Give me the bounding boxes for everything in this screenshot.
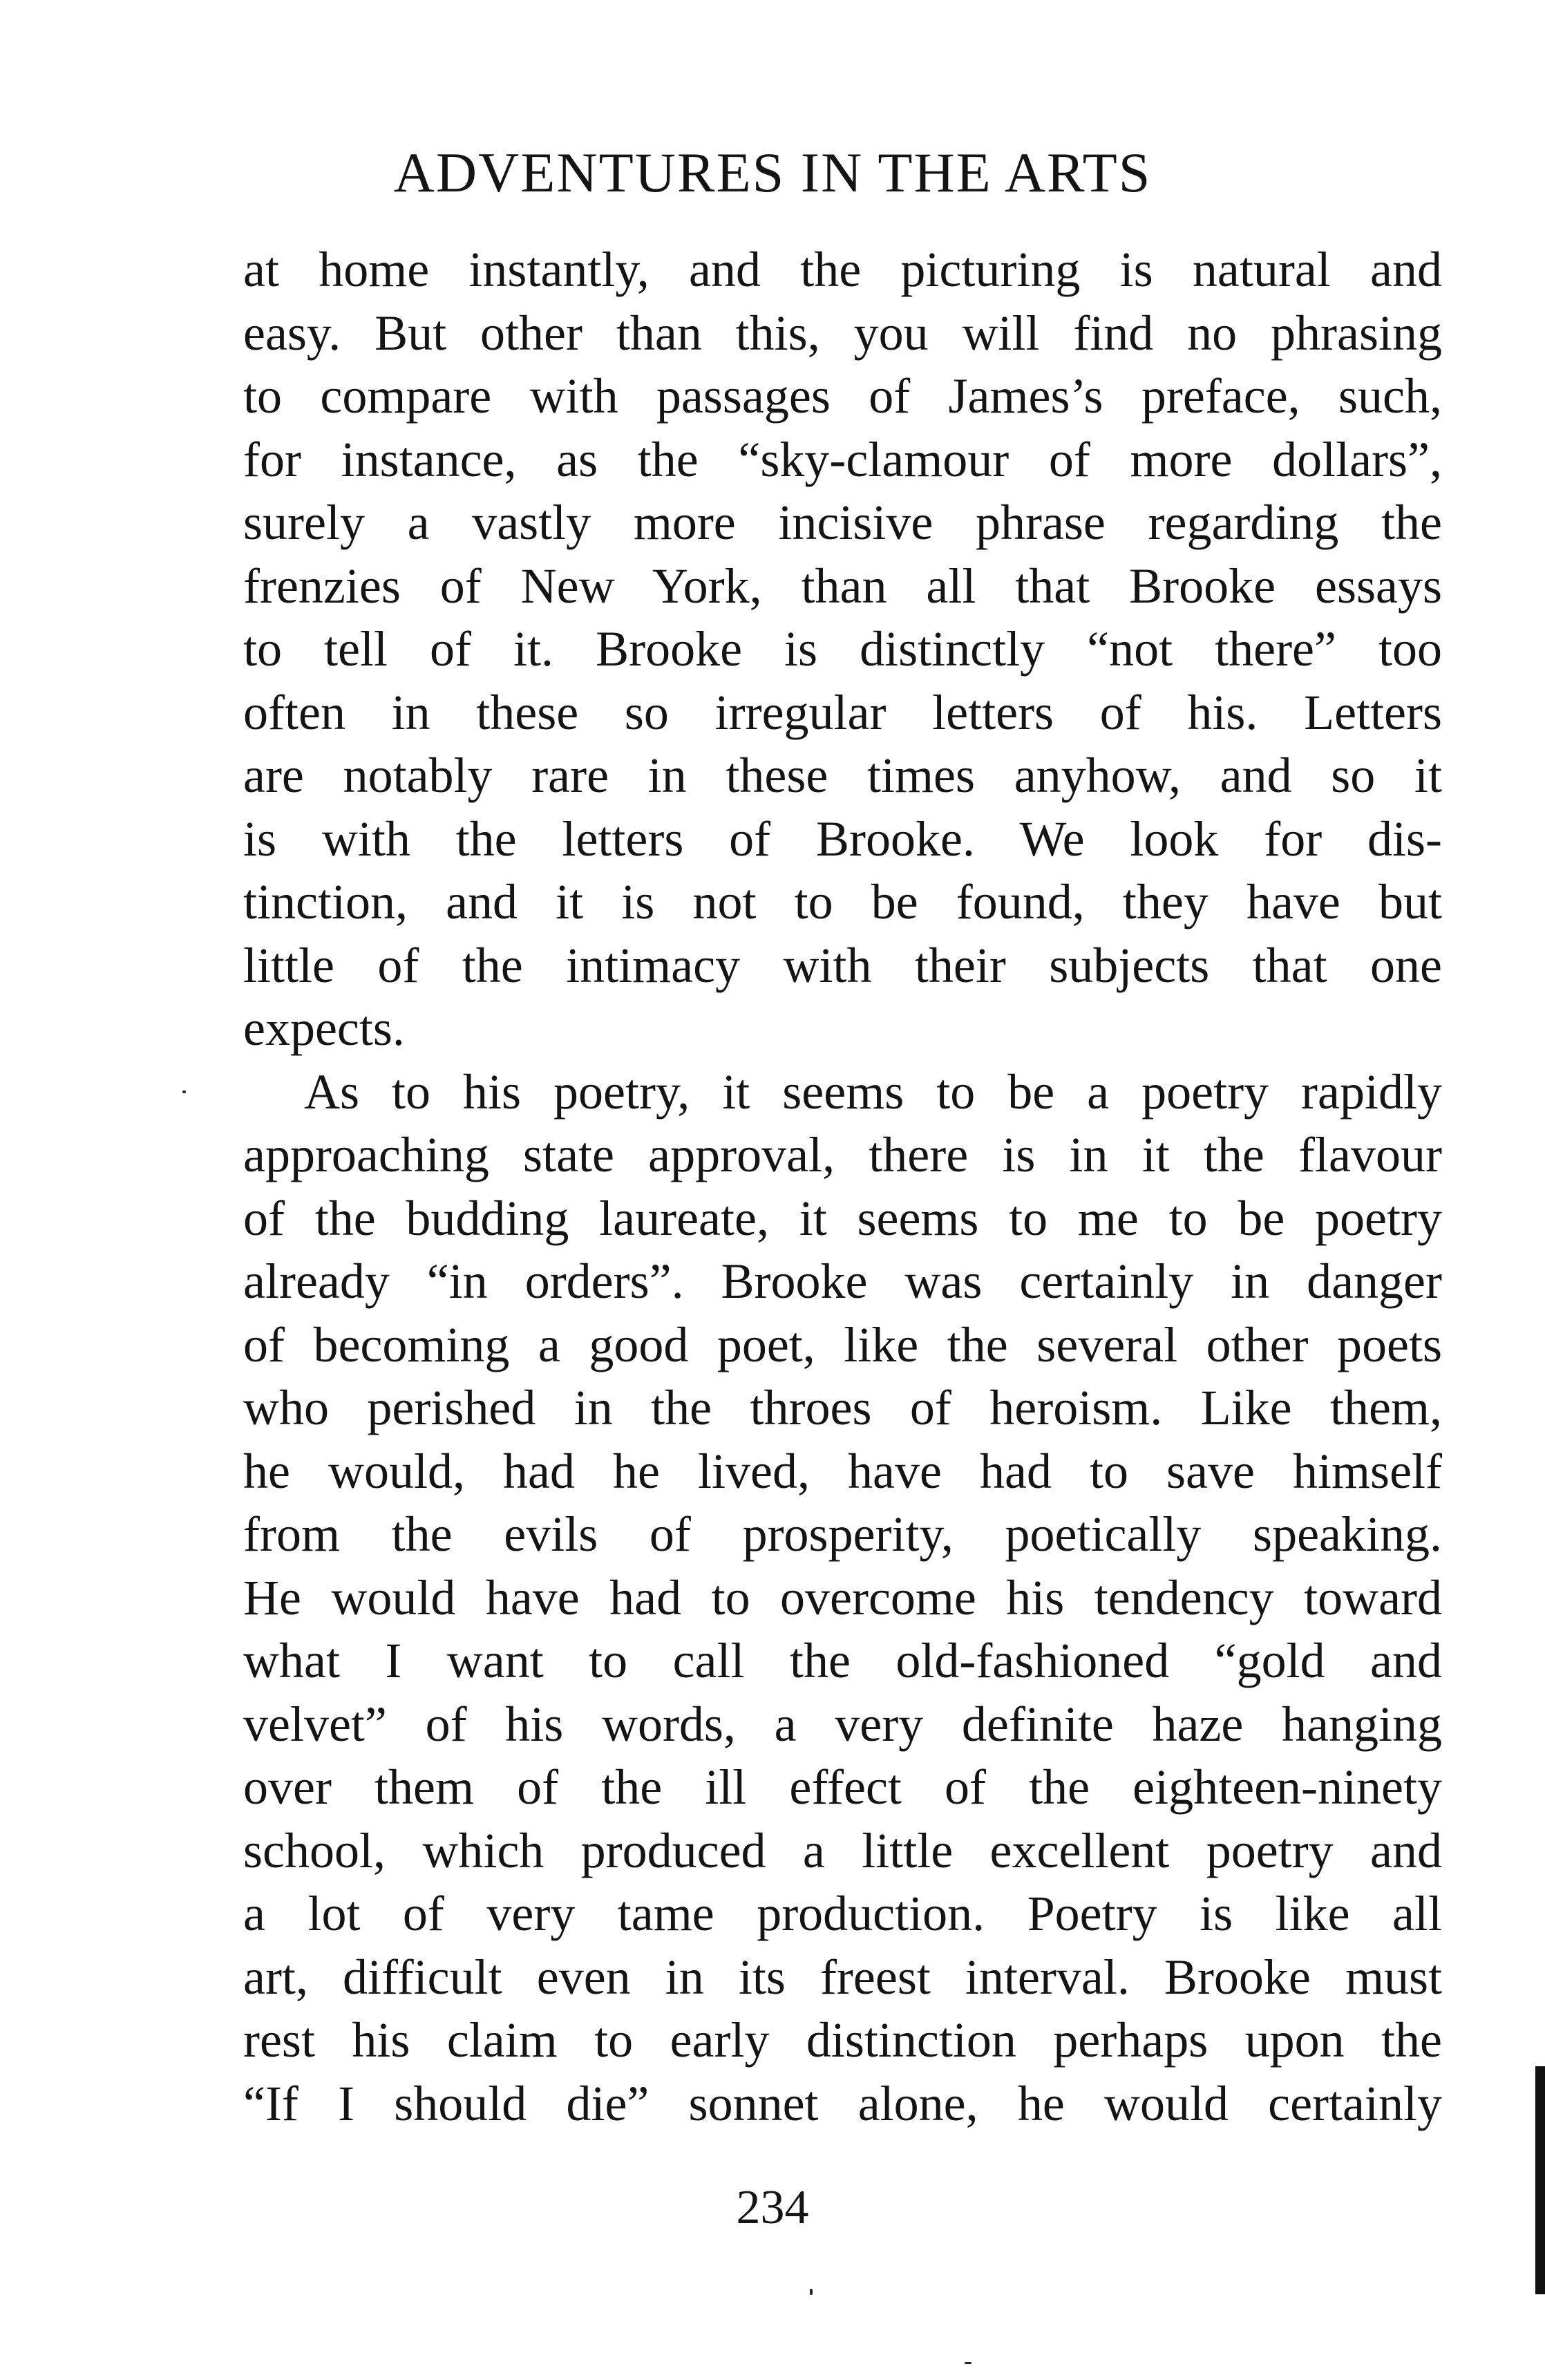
text-line: As to his poetry, it seems to be a poetry rapidly — [304, 1064, 1442, 1120]
text-line: school, which produced a little excellent poetry and — [243, 1822, 1442, 1878]
text-line: tinction, and it is not to be found, they have but — [243, 874, 1442, 929]
text-line: who perished in the throes of heroism. Like them, — [243, 1380, 1442, 1435]
page-number: 234 — [736, 2181, 809, 2234]
text-line: easy. But other than this, you will find no phrasing — [243, 305, 1442, 361]
text-line: He would have had to overcome his tendency toward — [243, 1569, 1442, 1625]
text-line: already “in orders”. Brooke was certainly in danger — [243, 1254, 1442, 1309]
text-line: approaching state approval, there is in it the flavour — [243, 1127, 1442, 1182]
text-line: of the budding laureate, it seems to me to be poetry — [243, 1190, 1442, 1246]
body-text — [243, 238, 1442, 2135]
text-line: little of the intimacy with their subjects that one — [243, 937, 1442, 993]
text-line: art, difficult even in its freest interval. Brooke must — [243, 1949, 1442, 2005]
scan-speck — [182, 1090, 186, 1093]
text-line: velvet” of his words, a very definite haze hanging — [243, 1696, 1442, 1752]
text-line: often in these so irregular letters of his. Letters — [243, 684, 1442, 740]
text-line: surely a vastly more incisive phrase regarding the — [243, 495, 1442, 550]
text-line: over them of the ill effect of the eighteen-ninety — [243, 1759, 1442, 1815]
text-line: of becoming a good poet, like the several other poets — [243, 1316, 1442, 1372]
text-line: what I want to call the old-fashioned “gold and — [243, 1633, 1442, 1688]
text-line: is with the letters of Brooke. We look for dis- — [243, 811, 1442, 867]
text-line: a lot of very tame production. Poetry is like all — [243, 1886, 1442, 1941]
text-line: at home instantly, and the picturing is natural and — [243, 242, 1442, 297]
text-line: to tell of it. Brooke is distinctly “not there” too — [243, 621, 1442, 677]
text-line: frenzies of New York, than all that Brooke essays — [243, 558, 1442, 614]
text-line: he would, had he lived, have had to save himself — [243, 1443, 1442, 1499]
text-line: for instance, as the “sky-clamour of more dollars”, — [243, 431, 1442, 487]
scan-speck — [810, 2289, 813, 2295]
text-line: from the evils of prosperity, poetically speaking. — [243, 1507, 1442, 1562]
text-line: to compare with passages of James’s preface, such, — [243, 368, 1442, 424]
running-head: ADVENTURES IN THE ARTS — [393, 141, 1152, 204]
scan-speck — [965, 2362, 971, 2364]
text-line: rest his claim to early distinction perhaps upon the — [243, 2012, 1442, 2068]
scan-edge-mark — [1535, 2066, 1545, 2294]
text-line: are notably rare in these times anyhow, and so it — [243, 748, 1442, 803]
text-line: expects. — [243, 1001, 405, 1056]
text-line: “If I should die” sonnet alone, he would certainly — [243, 2075, 1442, 2131]
